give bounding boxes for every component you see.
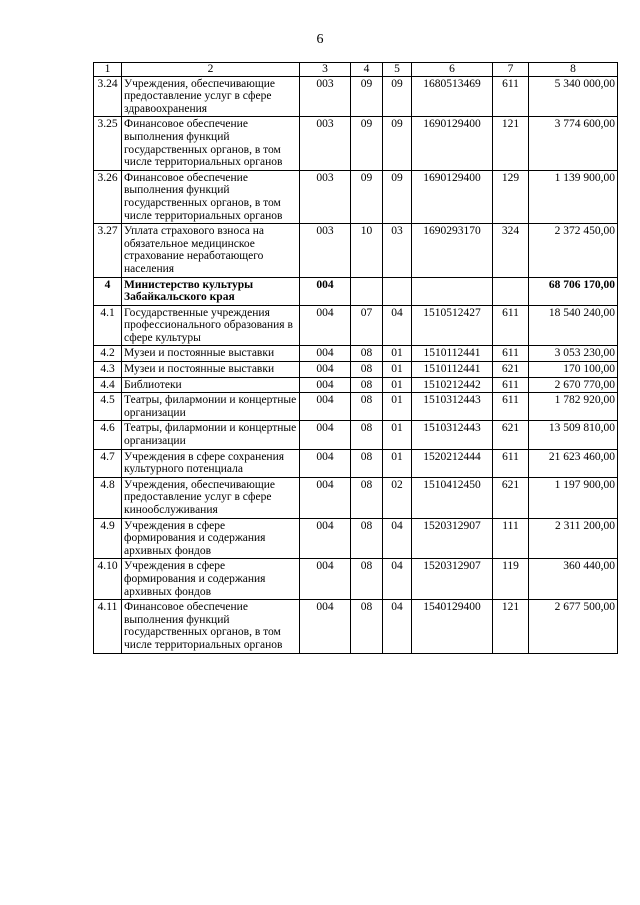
code-5: 04 <box>383 305 412 346</box>
amount: 2 311 200,00 <box>529 518 618 559</box>
row-number: 4.9 <box>94 518 122 559</box>
code-7: 611 <box>493 305 529 346</box>
code-6: 1540129400 <box>412 600 493 653</box>
table-row <box>94 224 618 277</box>
code-6: 1690293170 <box>412 224 493 277</box>
row-number: 4.1 <box>94 305 122 346</box>
header-cell: 4 <box>351 63 383 77</box>
code-4: 08 <box>351 393 383 421</box>
code-4 <box>351 277 383 305</box>
code-7 <box>493 277 529 305</box>
code-3: 004 <box>300 277 351 305</box>
item-name: Учреждения в сфере сохранения культурного потенциала <box>122 449 300 477</box>
table-row <box>94 362 618 378</box>
header-cell: 1 <box>94 63 122 77</box>
code-7: 611 <box>493 377 529 393</box>
code-4: 08 <box>351 346 383 362</box>
code-5: 04 <box>383 600 412 653</box>
header-cell: 6 <box>412 63 493 77</box>
amount: 3 053 230,00 <box>529 346 618 362</box>
code-4: 09 <box>351 170 383 223</box>
code-7: 621 <box>493 421 529 449</box>
code-7: 111 <box>493 518 529 559</box>
table-row <box>94 76 618 117</box>
code-3: 004 <box>300 421 351 449</box>
table-row <box>94 277 618 305</box>
item-name: Театры, филармонии и концертные организации <box>122 421 300 449</box>
amount: 2 677 500,00 <box>529 600 618 653</box>
code-6: 1690129400 <box>412 117 493 170</box>
table-row <box>94 305 618 346</box>
code-5: 01 <box>383 362 412 378</box>
amount: 21 623 460,00 <box>529 449 618 477</box>
row-number: 4.3 <box>94 362 122 378</box>
row-number: 4.8 <box>94 477 122 518</box>
amount: 1 782 920,00 <box>529 393 618 421</box>
code-5: 01 <box>383 449 412 477</box>
code-3: 004 <box>300 518 351 559</box>
code-7: 611 <box>493 346 529 362</box>
row-number: 4.2 <box>94 346 122 362</box>
code-4: 08 <box>351 362 383 378</box>
row-number: 4.11 <box>94 600 122 653</box>
code-3: 004 <box>300 305 351 346</box>
code-6: 1520212444 <box>412 449 493 477</box>
row-number: 3.24 <box>94 76 122 117</box>
row-number: 4.7 <box>94 449 122 477</box>
table-row <box>94 393 618 421</box>
amount: 360 440,00 <box>529 559 618 600</box>
code-4: 08 <box>351 518 383 559</box>
table-row <box>94 346 618 362</box>
item-name: Финансовое обеспечение выполнения функций государственных органов, в том числе территориальных органов <box>122 600 300 653</box>
row-number: 4.5 <box>94 393 122 421</box>
code-6: 1510312443 <box>412 393 493 421</box>
code-5: 03 <box>383 224 412 277</box>
code-4: 08 <box>351 600 383 653</box>
code-7: 611 <box>493 76 529 117</box>
code-5: 01 <box>383 393 412 421</box>
row-number: 4.4 <box>94 377 122 393</box>
code-6 <box>412 277 493 305</box>
item-name: Учреждения, обеспечивающие предоставление услуг в сфере кинообслуживания <box>122 477 300 518</box>
code-6: 1680513469 <box>412 76 493 117</box>
code-5: 01 <box>383 346 412 362</box>
code-6: 1510212442 <box>412 377 493 393</box>
table-row <box>94 377 618 393</box>
code-6: 1510512427 <box>412 305 493 346</box>
budget-table <box>93 62 618 654</box>
amount: 170 100,00 <box>529 362 618 378</box>
code-4: 10 <box>351 224 383 277</box>
table-row <box>94 170 618 223</box>
table-row <box>94 449 618 477</box>
code-5: 02 <box>383 477 412 518</box>
code-5: 09 <box>383 117 412 170</box>
code-3: 003 <box>300 117 351 170</box>
amount: 5 340 000,00 <box>529 76 618 117</box>
code-4: 07 <box>351 305 383 346</box>
code-5: 04 <box>383 559 412 600</box>
table-row <box>94 600 618 653</box>
code-3: 004 <box>300 377 351 393</box>
header-row <box>94 63 618 77</box>
code-6: 1510112441 <box>412 362 493 378</box>
code-4: 09 <box>351 76 383 117</box>
amount: 1 197 900,00 <box>529 477 618 518</box>
table-row <box>94 117 618 170</box>
code-7: 621 <box>493 362 529 378</box>
row-number: 3.25 <box>94 117 122 170</box>
row-number: 3.26 <box>94 170 122 223</box>
item-name: Библиотеки <box>122 377 300 393</box>
code-3: 003 <box>300 224 351 277</box>
code-6: 1690129400 <box>412 170 493 223</box>
code-6: 1520312907 <box>412 518 493 559</box>
header-cell: 2 <box>122 63 300 77</box>
item-name: Учреждения, обеспечивающие предоставление услуг в сфере здравоохранения <box>122 76 300 117</box>
code-3: 004 <box>300 449 351 477</box>
item-name: Музеи и постоянные выставки <box>122 346 300 362</box>
header-cell: 8 <box>529 63 618 77</box>
item-name: Государственные учреждения профессионального образования в сфере культуры <box>122 305 300 346</box>
code-3: 004 <box>300 346 351 362</box>
code-3: 003 <box>300 170 351 223</box>
table-row <box>94 477 618 518</box>
code-7: 121 <box>493 600 529 653</box>
code-3: 004 <box>300 362 351 378</box>
code-6: 1510112441 <box>412 346 493 362</box>
header-cell: 3 <box>300 63 351 77</box>
item-name: Учреждения в сфере формирования и содержания архивных фондов <box>122 518 300 559</box>
header-cell: 7 <box>493 63 529 77</box>
code-7: 121 <box>493 117 529 170</box>
code-6: 1510312443 <box>412 421 493 449</box>
amount: 3 774 600,00 <box>529 117 618 170</box>
code-7: 611 <box>493 393 529 421</box>
code-5: 09 <box>383 170 412 223</box>
code-5: 04 <box>383 518 412 559</box>
table-row <box>94 421 618 449</box>
code-3: 004 <box>300 393 351 421</box>
table-row <box>94 518 618 559</box>
code-5 <box>383 277 412 305</box>
code-4: 09 <box>351 117 383 170</box>
table-row <box>94 559 618 600</box>
amount: 2 670 770,00 <box>529 377 618 393</box>
code-3: 004 <box>300 600 351 653</box>
item-name: Уплата страхового взноса на обязательное медицинское страхование неработающего населения <box>122 224 300 277</box>
row-number: 4 <box>94 277 122 305</box>
row-number: 3.27 <box>94 224 122 277</box>
row-number: 4.10 <box>94 559 122 600</box>
code-4: 08 <box>351 449 383 477</box>
item-name: Финансовое обеспечение выполнения функций государственных органов, в том числе территориальных органов <box>122 170 300 223</box>
code-4: 08 <box>351 559 383 600</box>
code-3: 004 <box>300 559 351 600</box>
item-name: Финансовое обеспечение выполнения функций государственных органов, в том числе территориальных органов <box>122 117 300 170</box>
item-name: Учреждения в сфере формирования и содержания архивных фондов <box>122 559 300 600</box>
item-name: Министерство культуры Забайкальского края <box>122 277 300 305</box>
item-name: Театры, филармонии и концертные организации <box>122 393 300 421</box>
page-number: 6 <box>316 32 324 47</box>
amount: 68 706 170,00 <box>529 277 618 305</box>
amount: 18 540 240,00 <box>529 305 618 346</box>
code-4: 08 <box>351 421 383 449</box>
code-4: 08 <box>351 477 383 518</box>
amount: 2 372 450,00 <box>529 224 618 277</box>
code-5: 01 <box>383 421 412 449</box>
item-name: Музеи и постоянные выставки <box>122 362 300 378</box>
code-5: 01 <box>383 377 412 393</box>
code-7: 324 <box>493 224 529 277</box>
code-7: 129 <box>493 170 529 223</box>
header-cell: 5 <box>383 63 412 77</box>
amount: 13 509 810,00 <box>529 421 618 449</box>
code-4: 08 <box>351 377 383 393</box>
code-7: 119 <box>493 559 529 600</box>
amount: 1 139 900,00 <box>529 170 618 223</box>
code-3: 003 <box>300 76 351 117</box>
code-7: 611 <box>493 449 529 477</box>
code-5: 09 <box>383 76 412 117</box>
code-3: 004 <box>300 477 351 518</box>
row-number: 4.6 <box>94 421 122 449</box>
code-7: 621 <box>493 477 529 518</box>
code-6: 1520312907 <box>412 559 493 600</box>
code-6: 1510412450 <box>412 477 493 518</box>
